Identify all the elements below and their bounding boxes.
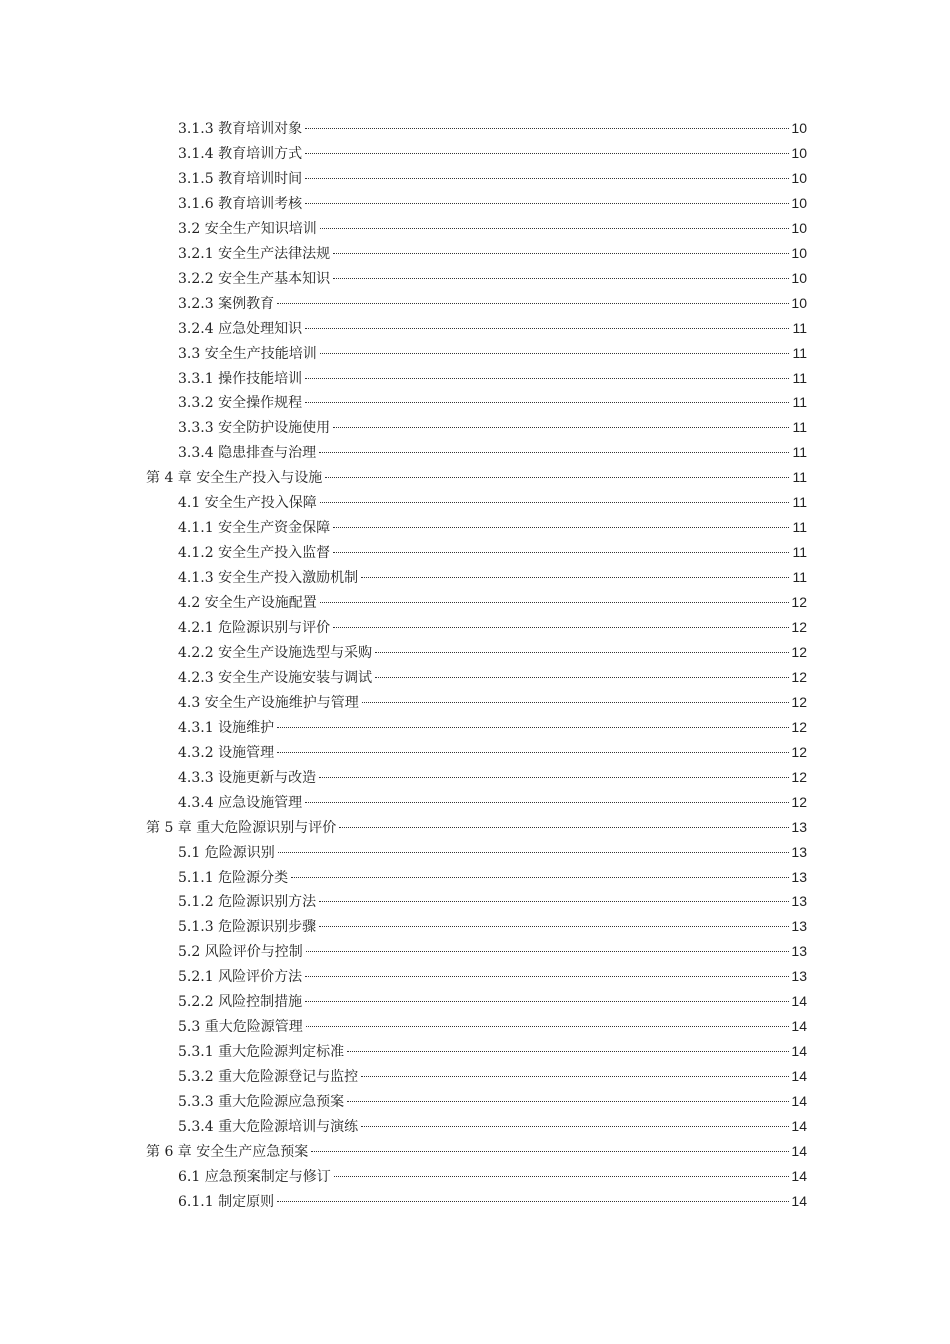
- dot-leader: [306, 951, 789, 952]
- toc-entry-label: 3.2 安全生产知识培训: [178, 220, 317, 237]
- toc-entry[interactable]: [178, 565, 807, 590]
- toc-entry-page-number: 11: [792, 394, 807, 411]
- dot-leader: [291, 877, 789, 878]
- dot-leader: [305, 1001, 789, 1002]
- toc-entry-page-number: 11: [792, 569, 807, 586]
- dot-leader: [278, 852, 789, 853]
- toc-entry-label: 6.1.1 制定原则: [178, 1193, 275, 1210]
- toc-entry-label: 4.2 安全生产设施配置: [178, 595, 317, 612]
- toc-entry[interactable]: [178, 266, 807, 291]
- toc-entry-label: 5.3.3 重大危险源应急预案: [178, 1094, 345, 1111]
- toc-entry-page-number: 14: [791, 1142, 807, 1159]
- toc-entry-page-number: 10: [791, 269, 807, 286]
- toc-entry-label: 3.3.3 安全防护设施使用: [178, 420, 331, 437]
- dot-leader: [320, 602, 789, 603]
- toc-entry-page-number: 14: [791, 1093, 807, 1110]
- toc-entry-page-number: 12: [791, 594, 807, 611]
- toc-entry[interactable]: [178, 939, 807, 964]
- toc-entry-label: 第 5 章 重大危险源识别与评价: [146, 819, 337, 836]
- toc-entry[interactable]: [178, 865, 807, 890]
- toc-entry[interactable]: [178, 191, 807, 216]
- dot-leader: [319, 926, 789, 927]
- toc-entry-page-number: 10: [791, 120, 807, 136]
- toc-entry-label: 5.3.1 重大危险源判定标准: [178, 1044, 345, 1061]
- dot-leader: [305, 128, 789, 129]
- toc-entry[interactable]: [178, 1164, 807, 1189]
- toc-entry-label: 4.3 安全生产设施维护与管理: [178, 694, 359, 711]
- toc-entry[interactable]: [178, 1039, 807, 1064]
- dot-leader: [362, 702, 789, 703]
- toc-entry-label: 3.1.3 教育培训对象: [178, 121, 303, 137]
- toc-entry-page-number: 11: [792, 444, 807, 461]
- toc-entry-label: 第 4 章 安全生产投入与设施: [146, 470, 323, 487]
- dot-leader: [320, 502, 789, 503]
- toc-entry-label: 3.1.4 教育培训方式: [178, 145, 303, 162]
- toc-entry[interactable]: [178, 490, 807, 515]
- dot-leader: [319, 777, 789, 778]
- toc-entry-page-number: 14: [791, 1167, 807, 1184]
- toc-entry[interactable]: [178, 141, 807, 166]
- toc-entry-page-number: 13: [791, 918, 807, 935]
- toc-entry-label: 4.3.2 设施管理: [178, 744, 275, 761]
- dot-leader: [277, 752, 789, 753]
- dot-leader: [361, 1126, 789, 1127]
- dot-leader: [325, 477, 789, 478]
- toc-entry[interactable]: [178, 665, 807, 690]
- toc-entry[interactable]: [178, 415, 807, 440]
- toc-entry[interactable]: [178, 765, 807, 790]
- toc-entry-page-number: 11: [792, 344, 807, 361]
- toc-entry[interactable]: [178, 590, 807, 615]
- dot-leader: [319, 452, 789, 453]
- toc-entry-page-number: 12: [791, 793, 807, 810]
- toc-entry-page-number: 11: [792, 369, 807, 386]
- toc-entry[interactable]: [146, 815, 807, 840]
- toc-entry-page-number: 14: [791, 1118, 807, 1134]
- dot-leader: [347, 1051, 789, 1052]
- dot-leader: [305, 203, 789, 204]
- toc-entry-label: 4.1.1 安全生产资金保障: [178, 520, 331, 537]
- toc-entry-label: 3.3 安全生产技能培训: [178, 345, 317, 362]
- toc-entry-page-number: 12: [791, 718, 807, 735]
- toc-entry-label: 3.3.1 操作技能培训: [178, 370, 303, 387]
- toc-entry-page-number: 11: [792, 469, 807, 486]
- dot-leader: [375, 677, 789, 678]
- toc-entry-label: 3.1.5 教育培训时间: [178, 170, 303, 187]
- toc-entry-label: 第 6 章 安全生产应急预案: [146, 1143, 309, 1160]
- toc-entry-label: 5.1 危险源识别: [178, 844, 275, 861]
- dot-leader: [361, 577, 789, 578]
- dot-leader: [333, 278, 789, 279]
- toc-entry-page-number: 11: [792, 494, 807, 511]
- toc-entry-label: 4.3.4 应急设施管理: [178, 794, 303, 811]
- toc-entry-label: 5.3.4 重大危险源培训与演练: [178, 1119, 359, 1135]
- toc-entry[interactable]: [178, 291, 807, 316]
- toc-entry-page-number: 10: [791, 294, 807, 311]
- dot-leader: [333, 527, 789, 528]
- toc-entry-page-number: 14: [791, 1192, 807, 1209]
- toc-entry[interactable]: [178, 241, 807, 266]
- dot-leader: [277, 727, 789, 728]
- toc-entry-page-number: 10: [791, 244, 807, 261]
- dot-leader: [305, 153, 789, 154]
- toc-entry[interactable]: [178, 1089, 807, 1114]
- dot-leader: [333, 627, 789, 628]
- toc-entry-label: 5.2 风险评价与控制: [178, 944, 303, 961]
- toc-entry[interactable]: [178, 914, 807, 939]
- toc-entry[interactable]: [178, 615, 807, 640]
- dot-leader: [339, 827, 789, 828]
- toc-entry[interactable]: [178, 515, 807, 540]
- toc-entry-page-number: 13: [791, 968, 807, 985]
- toc-entry-page-number: 11: [792, 319, 807, 336]
- toc-entry[interactable]: [178, 366, 807, 391]
- toc-entry-label: 3.2.4 应急处理知识: [178, 320, 303, 337]
- toc-entry-label: 4.3.1 设施维护: [178, 719, 275, 736]
- toc-entry[interactable]: [178, 390, 807, 415]
- dot-leader: [333, 427, 789, 428]
- toc-entry-label: 3.2.2 安全生产基本知识: [178, 270, 331, 287]
- dot-leader: [347, 1101, 789, 1102]
- dot-leader: [320, 228, 789, 229]
- toc-entry[interactable]: [178, 341, 807, 366]
- toc-entry[interactable]: [178, 116, 807, 141]
- dot-leader: [320, 353, 789, 354]
- toc-entry[interactable]: [178, 1014, 807, 1039]
- toc-entry-page-number: 10: [791, 169, 807, 186]
- toc-entry-label: 5.2.1 风险评价方法: [178, 969, 303, 986]
- dot-leader: [305, 802, 789, 803]
- toc-entry-page-number: 12: [791, 768, 807, 785]
- toc-entry-page-number: 14: [791, 1068, 807, 1085]
- toc-entry[interactable]: [178, 889, 807, 914]
- toc-entry-page-number: 11: [792, 544, 807, 561]
- dot-leader: [305, 402, 789, 403]
- toc-entry-page-number: 14: [791, 1043, 807, 1060]
- toc-entry-label: 5.1.3 危险源识别步骤: [178, 919, 317, 936]
- dot-leader: [305, 178, 789, 179]
- dot-leader: [305, 328, 789, 329]
- toc-entry[interactable]: [178, 440, 807, 465]
- toc-entry-page-number: 13: [791, 893, 807, 910]
- toc-entry-label: 4.3.3 设施更新与改造: [178, 769, 317, 786]
- toc-entry-label: 5.3 重大危险源管理: [178, 1019, 303, 1036]
- toc-entry[interactable]: [146, 465, 807, 490]
- toc-entry-label: 3.2.3 案例教育: [178, 295, 275, 312]
- toc-entry[interactable]: [178, 790, 807, 815]
- toc-entry[interactable]: [178, 166, 807, 191]
- toc-entry-label: 4.2.1 危险源识别与评价: [178, 620, 331, 636]
- toc-entry-label: 4.2.3 安全生产设施安装与调试: [178, 669, 373, 686]
- toc-entry-label: 5.1.2 危险源识别方法: [178, 894, 317, 911]
- toc-entry-page-number: 13: [791, 943, 807, 960]
- toc-entry-page-number: 11: [792, 519, 807, 536]
- toc-entry[interactable]: [146, 1139, 807, 1164]
- toc-entry-page-number: 10: [791, 144, 807, 161]
- toc-entry-page-number: 13: [791, 843, 807, 860]
- toc-entry-page-number: 13: [791, 818, 807, 835]
- dot-leader: [277, 1201, 789, 1202]
- toc-entry-label: 4.1 安全生产投入保障: [178, 495, 317, 512]
- toc-entry[interactable]: [178, 840, 807, 865]
- toc-entry[interactable]: [178, 640, 807, 665]
- dot-leader: [333, 552, 789, 553]
- toc-entry[interactable]: [178, 216, 807, 241]
- toc-entry[interactable]: [178, 989, 807, 1014]
- toc-entry-page-number: 11: [792, 419, 807, 436]
- toc-entry-label: 5.2.2 风险控制措施: [178, 994, 303, 1011]
- toc-entry-page-number: 10: [791, 219, 807, 236]
- toc-entry-page-number: 12: [791, 668, 807, 685]
- toc-entry-page-number: 13: [791, 868, 807, 885]
- dot-leader: [375, 652, 789, 653]
- toc-entry[interactable]: [178, 740, 807, 765]
- dot-leader: [319, 901, 789, 902]
- dot-leader: [333, 253, 789, 254]
- dot-leader: [277, 303, 789, 304]
- dot-leader: [311, 1151, 789, 1152]
- toc-entry[interactable]: [178, 1064, 807, 1089]
- toc-entry-label: 4.1.3 安全生产投入激励机制: [178, 570, 359, 587]
- toc-entry-page-number: 12: [791, 693, 807, 710]
- toc-entry-page-number: 14: [791, 993, 807, 1010]
- toc-entry[interactable]: [178, 316, 807, 341]
- dot-leader: [305, 976, 789, 977]
- toc-entry[interactable]: [178, 1114, 807, 1139]
- toc-entry-page-number: 12: [791, 619, 807, 635]
- dot-leader: [361, 1076, 789, 1077]
- toc-entry-label: 5.1.1 危险源分类: [178, 869, 289, 886]
- toc-entry[interactable]: [178, 715, 807, 740]
- toc-entry-label: 3.2.1 安全生产法律法规: [178, 245, 331, 262]
- dot-leader: [305, 378, 789, 379]
- dot-leader: [306, 1026, 789, 1027]
- toc-entry[interactable]: [178, 964, 807, 989]
- toc-entry-label: 5.3.2 重大危险源登记与监控: [178, 1069, 359, 1086]
- toc-entry-label: 3.3.4 隐患排查与治理: [178, 445, 317, 462]
- toc-entry-label: 4.2.2 安全生产设施选型与采购: [178, 644, 373, 661]
- toc-entry-label: 3.1.6 教育培训考核: [178, 195, 303, 212]
- toc-entry-label: 6.1 应急预案制定与修订: [178, 1168, 331, 1185]
- toc-entry-page-number: 12: [791, 743, 807, 760]
- toc-entry-label: 3.3.2 安全操作规程: [178, 395, 303, 412]
- toc-entry-page-number: 12: [791, 643, 807, 660]
- toc-entry-page-number: 14: [791, 1018, 807, 1035]
- toc-entry[interactable]: [178, 540, 807, 565]
- toc-entry[interactable]: [178, 690, 807, 715]
- dot-leader: [334, 1176, 789, 1177]
- toc-entry-page-number: 10: [791, 194, 807, 211]
- toc-entry-label: 4.1.2 安全生产投入监督: [178, 545, 331, 562]
- toc-entry[interactable]: [178, 1189, 807, 1214]
